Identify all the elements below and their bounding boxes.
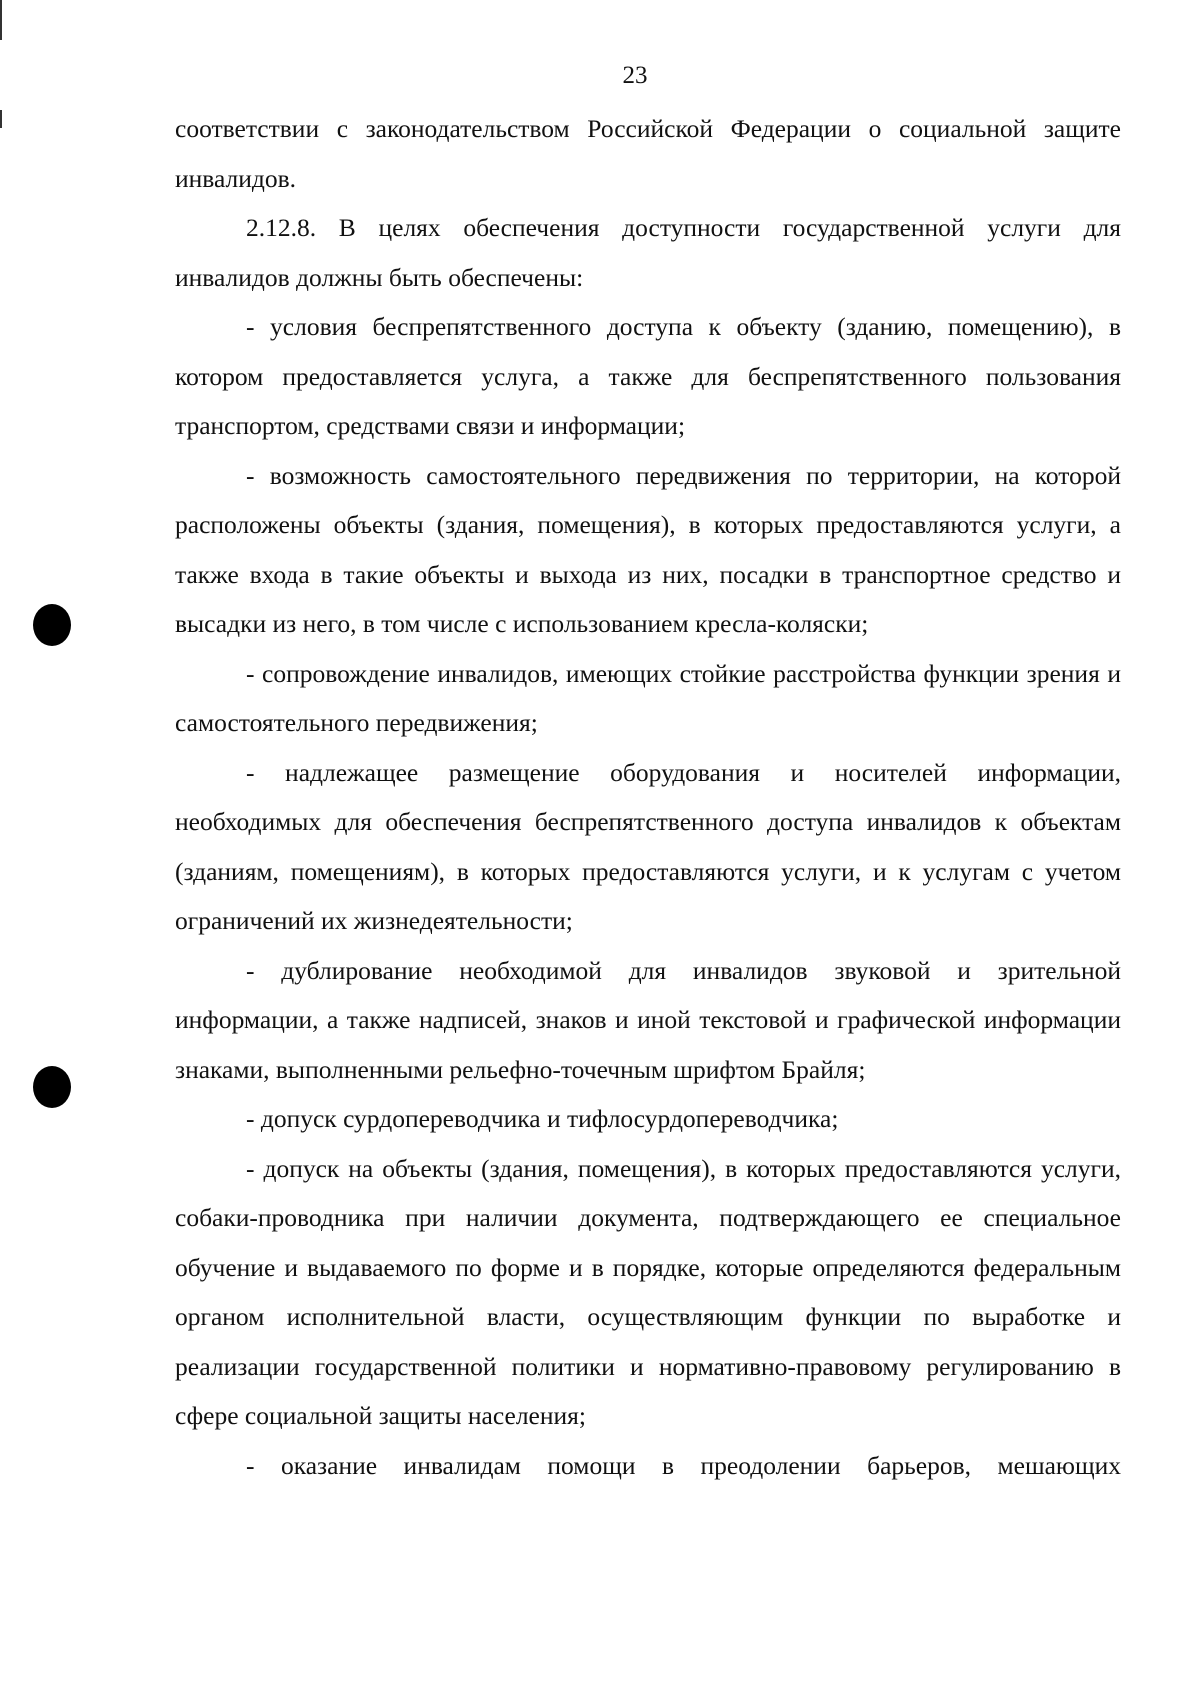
binder-hole-mark <box>33 1066 71 1108</box>
list-item: - допуск на объекты (здания, помещения), в которых предоставляются услуги, собаки-проводника при наличии документа, подтверждающего ее специальное обучение и выдаваемого по форме и в порядке, которые определяются федеральным органом исполнительной власти, осуществляющим функции по выработке и реализации государственной политики и нормативно-правовому регулированию в сфере социальной защиты населения; <box>175 1153 1121 1430</box>
scan-edge-line <box>0 110 2 128</box>
list-item: - дублирование необходимой для инвалидов звуковой и зрительной информации, а также надписей, знаков и иной текстовой и графической информации знаками, выполненными рельефно-точечным шрифтом Брайля; <box>175 955 1121 1084</box>
list-item: - возможность самостоятельного передвижения по территории, на которой расположены объекты (здания, помещения), в которых предоставляются услуги, а также входа в такие объекты и выхода из них, посадки в транспортное средство и высадки из него, в том числе с использованием кресла-коляски; <box>175 460 1121 638</box>
list-item: - допуск сурдопереводчика и тифлосурдопереводчика; <box>246 1104 839 1133</box>
list-item: - надлежащее размещение оборудования и носителей информации, необходимых для обеспечения беспрепятственного доступа инвалидов к объектам (зданиям, помещениям), в которых предоставляются услуги, и к услугам с учетом ограничений их жизнедеятельности; <box>175 757 1121 935</box>
paragraph: соответствии с законодательством Российской Федерации о социальной защите инвалидов. <box>175 114 1121 193</box>
binder-hole-mark <box>33 604 71 646</box>
list-item: - сопровождение инвалидов, имеющих стойкие расстройства функции зрения и самостоятельного передвижения; <box>175 658 1121 737</box>
list-item: - условия беспрепятственного доступа к объекту (зданию, помещению), в котором предоставляется услуга, а также для беспрепятственного пользования транспортом, средствами связи и информации; <box>175 312 1121 440</box>
document-body <box>175 104 1121 1490</box>
page-number: 23 <box>622 62 648 89</box>
scan-edge-line <box>0 0 2 40</box>
paragraph: 2.12.8. В целях обеспечения доступности государственной услуги для инвалидов должны быть обеспечены: <box>175 213 1121 292</box>
list-item-partial: - оказание инвалидам помощи в преодолении барьеров, мешающих <box>246 1450 1121 1480</box>
